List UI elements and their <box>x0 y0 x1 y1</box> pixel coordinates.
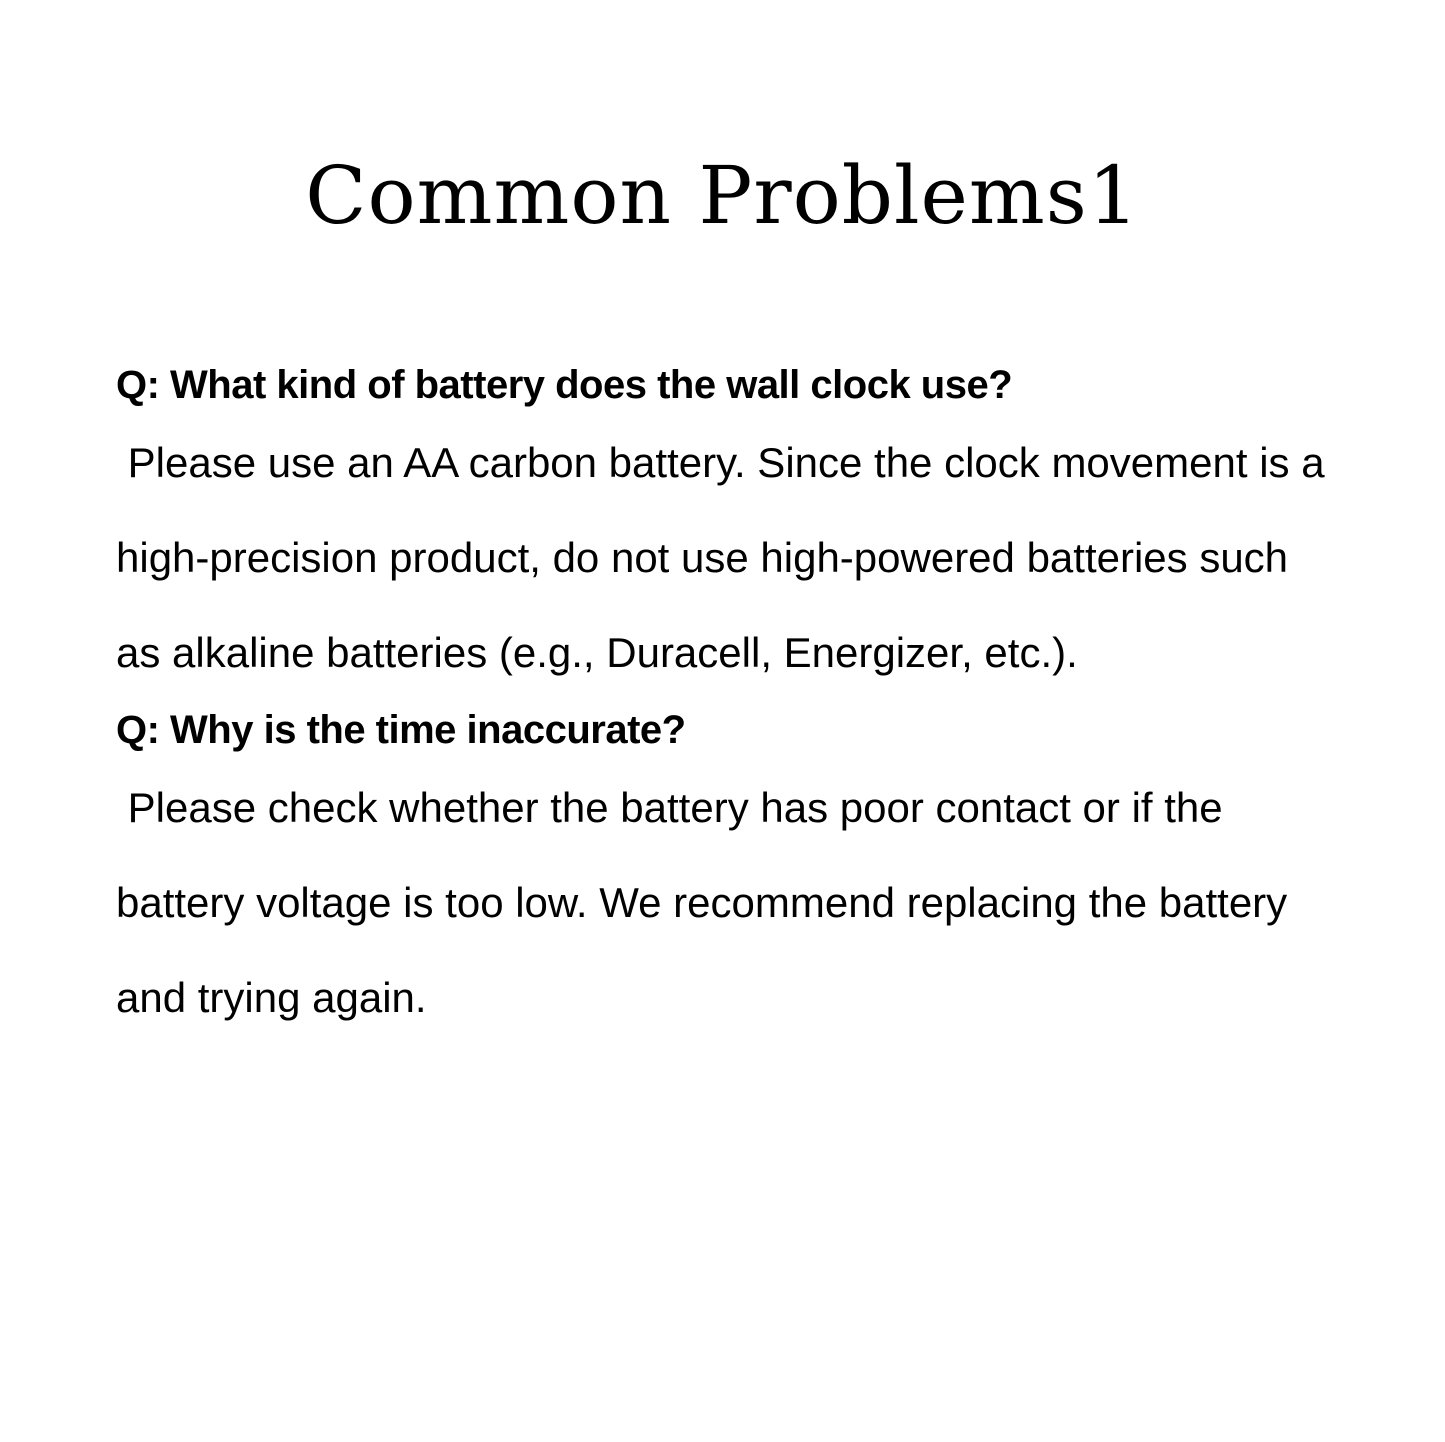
page-title: Common Problems1 <box>305 149 1140 242</box>
faq-list <box>116 355 1336 1045</box>
faq-item <box>116 355 1336 700</box>
faq-item <box>116 700 1336 1045</box>
faq-answer: Please use an AA carbon battery. Since the clock movement is a high-precision product, do not use high-powered batteries such as alkaline batteries (e.g., Duracell, Energizer, etc.). <box>116 439 1337 676</box>
faq-question: Q: Why is the time inaccurate? <box>116 708 686 752</box>
faq-answer: Please check whether the battery has poor contact or if the battery voltage is too low. We recommend replacing the battery and trying again. <box>116 784 1299 1021</box>
faq-question: Q: What kind of battery does the wall clock use? <box>116 363 1013 407</box>
